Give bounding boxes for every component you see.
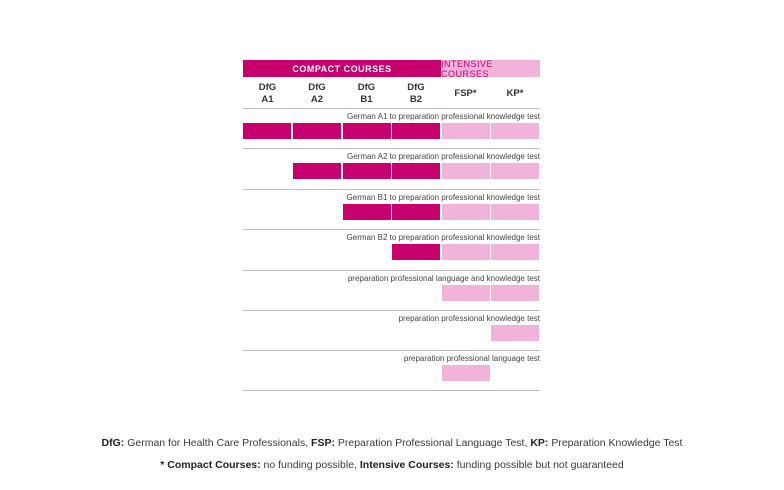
intensive-course-cell [442,204,490,220]
intensive-course-cell [491,285,539,301]
row-label: preparation professional language test [403,354,540,364]
column-header-line2: B1 [360,94,373,105]
compact-course-cell [243,123,291,139]
compact-course-cell [343,204,391,220]
intensive-course-cell [491,244,539,260]
compact-course-cell [392,163,440,179]
column-header-line1: DfG [357,82,376,93]
row-divider [243,350,540,351]
column-header-line1: DfG [407,82,425,93]
row-label: German B1 to preparation professional knowledge test [346,192,540,202]
compact-course-cell [293,123,341,139]
column-header-line2: A1 [261,94,274,105]
intensive-course-cell [442,285,490,301]
compact-courses-header: COMPACT COURSES [243,60,441,77]
row-divider [243,229,540,230]
legend-fsp-key: FSP: [311,437,335,449]
column-header [441,88,490,100]
row-divider [243,270,540,271]
intensive-course-cell [491,204,539,220]
column-header-line2: A2 [310,94,324,105]
column-header-line1: KP* [506,88,524,99]
intensive-courses-header: INTENSIVE COURSES [441,60,540,77]
legend-dfg-text: German for Health Care Professionals, [124,437,312,449]
intensive-course-cell [442,123,490,139]
column-header [342,82,391,106]
legend-compact-key: * Compact Courses: [160,459,261,471]
compact-course-cell [392,123,440,139]
intensive-course-cell [442,244,490,260]
intensive-course-cell [491,123,539,139]
column-header-line1: DfG [308,82,326,93]
row-label: German A2 to preparation professional knowledge test [346,152,540,162]
compact-course-cell [392,244,440,260]
column-header-line1: FSP* [454,88,477,99]
row-divider [243,310,540,311]
compact-course-cell [293,163,341,179]
legend-funding [0,459,784,471]
legend-kp-key: KP: [530,437,549,449]
legend-dfg-key: DfG: [101,437,125,449]
legend-kp-text: Preparation Knowledge Test [548,437,683,449]
row-divider [243,148,540,149]
row-label: preparation professional language and knowledge test [347,273,540,283]
row-divider [243,189,540,190]
row-label: preparation professional knowledge test [398,314,540,323]
compact-course-cell [343,163,391,179]
legend-compact-text: no funding possible, [260,459,360,471]
intensive-course-cell [442,365,490,381]
legend-abbreviations [0,437,784,449]
row-label: German A1 to preparation professional knowledge test [346,112,540,121]
column-header-line1: DfG [258,82,277,93]
intensive-course-cell [491,163,539,179]
row-label: German B2 to preparation professional knowledge test [346,233,540,243]
compact-course-cell [392,204,440,220]
column-header-line2: B2 [409,94,423,105]
intensive-course-cell [491,325,539,341]
column-header [491,88,540,100]
intensive-course-cell [442,163,490,179]
column-header [392,82,441,106]
legend-intensive-text: funding possible but not guaranteed [453,459,624,471]
column-header [293,82,342,106]
legend-intensive-key: Intensive Courses: [359,459,454,471]
column-header [243,82,292,106]
row-divider [243,390,540,391]
row-divider [243,108,540,109]
compact-course-cell [343,123,391,139]
legend-fsp-text: Preparation Professional Language Test, [334,437,531,449]
